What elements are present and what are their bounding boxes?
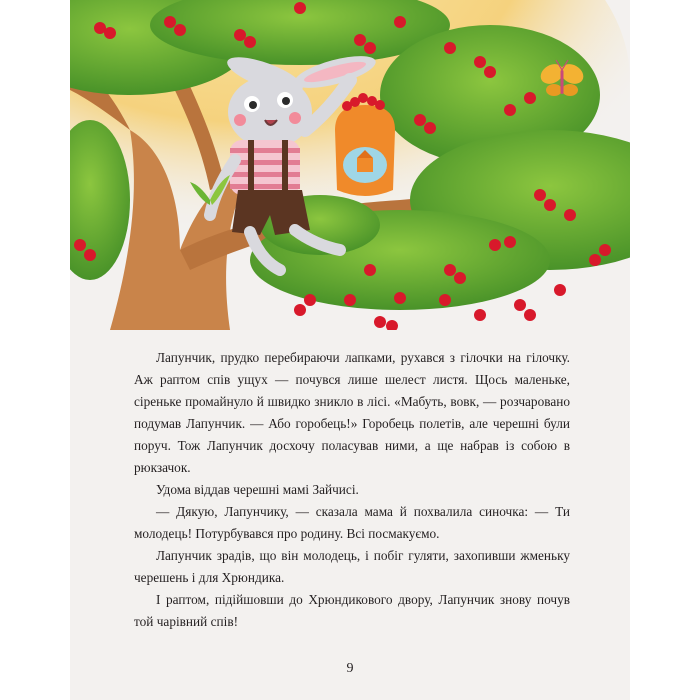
paragraph: Лапунчик, прудко перебираючи лапками, рухався з гілочки на гілочку. Аж раптом спів ущух — почувся лише шелест листя. Щось маленьке, сіреньке промайнуло й швидко зникло в лісі. «Мабуть, вовк, — розчаровано подумав Лапунчик. — Або горобець!» Горобець полетів, але черешні були поруч. Тож Лапунчик досхочу поласував ними, а ще набрав із собою в рюкзачок. — [134, 350, 570, 475]
book-page — [70, 0, 630, 700]
paragraph: Лапунчик зрадів, що він молодець, і побіг гуляти, захопивши жменьку черешень і для Хрюндика. — [134, 548, 570, 585]
cherry-tree-illustration — [70, 0, 630, 330]
story-text — [134, 347, 570, 633]
paragraph: Удома віддав черешні мамі Зайчисі. — [156, 482, 359, 497]
paragraph: — Дякую, Лапунчику, — сказала мама й похвалила синочка: — Ти молодець! Потурбувався про родину. Всі посмакуємо. — [134, 504, 570, 541]
page-number: 9 — [346, 661, 354, 676]
paragraph: І раптом, підійшовши до Хрюндикового двору, Лапунчик знову почув той чарівний спів! — [134, 592, 570, 629]
